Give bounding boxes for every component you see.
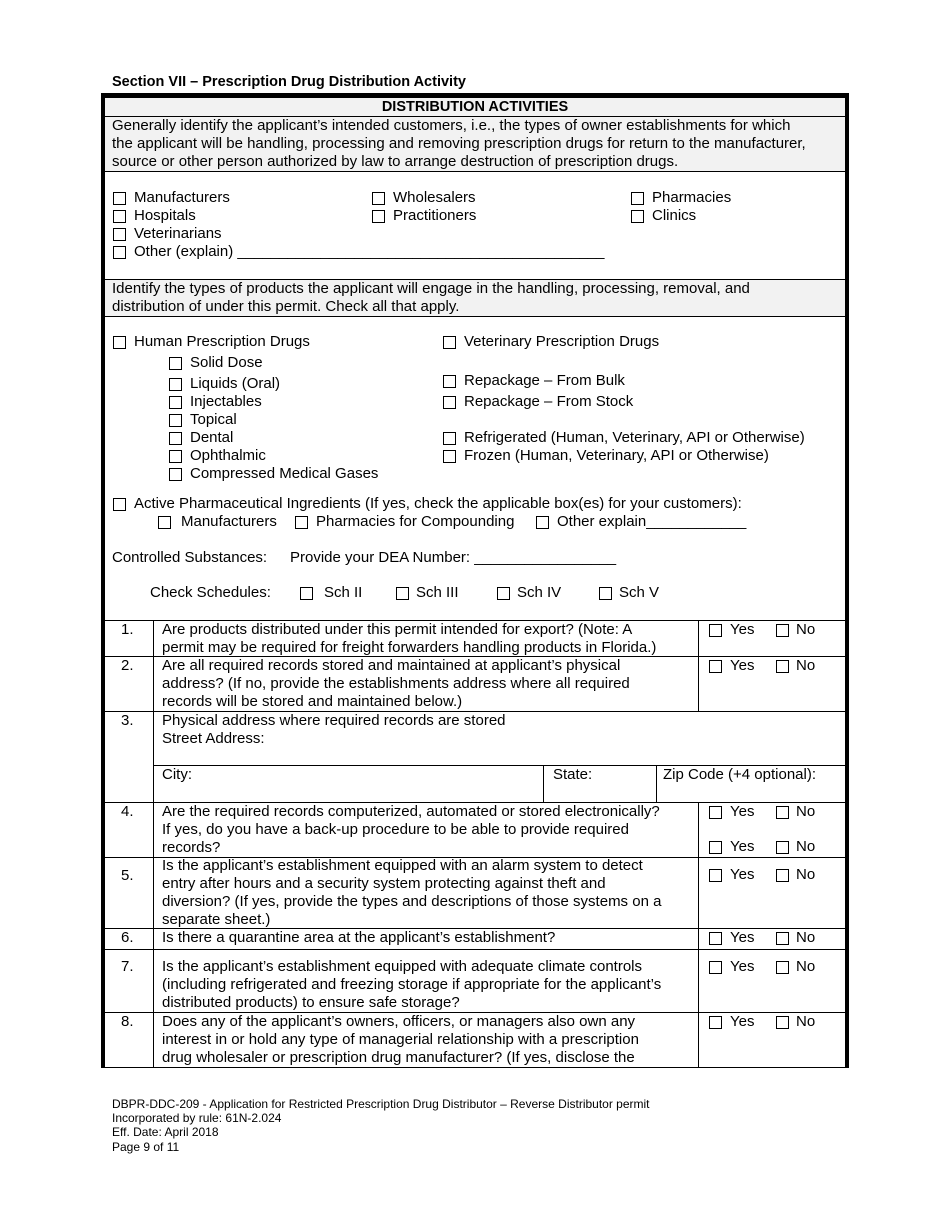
- sch5-label: Sch V: [619, 584, 660, 601]
- question-text: records will be stored and maintained below.): [162, 693, 463, 710]
- veterinary-drugs-label: Veterinary Prescription Drugs: [464, 333, 660, 350]
- question-text: (including refrigerated and freezing storage if appropriate for the applicant’s: [162, 976, 662, 993]
- state-field[interactable]: State:: [553, 766, 593, 783]
- q5-no-checkbox[interactable]: [776, 869, 789, 882]
- question-number: 7.: [121, 958, 134, 975]
- col-divider: [543, 765, 544, 802]
- question-text: entry after hours and a security system protecting against theft and: [162, 875, 606, 892]
- col-divider: [698, 802, 699, 1068]
- question-text: Are products distributed under this permit intended for export? (Note: A: [162, 621, 633, 638]
- question-text: Is the applicant’s establishment equipped with adequate climate controls: [162, 958, 643, 975]
- question-text: interest in or hold any type of managerial relationship with a prescription: [162, 1031, 639, 1048]
- api-pharmacies-label: Pharmacies for Compounding: [316, 513, 515, 530]
- api-pharmacies-checkbox[interactable]: [295, 516, 308, 529]
- question-text: Does any of the applicant’s owners, officers, or managers also own any: [162, 1013, 636, 1030]
- question-text: diversion? (If yes, provide the types and descriptions of those systems on a: [162, 893, 662, 910]
- sch2-label: Sch II: [324, 584, 363, 601]
- no-label: No: [796, 929, 816, 946]
- sch3-checkbox[interactable]: [396, 587, 409, 600]
- refrigerated-label: Refrigerated (Human, Veterinary, API or Otherwise): [464, 429, 805, 446]
- schedules-label: Check Schedules:: [150, 584, 271, 601]
- ophthalmic-label: Ophthalmic: [190, 447, 266, 464]
- clinics-checkbox[interactable]: [631, 210, 644, 223]
- sch3-label: Sch III: [416, 584, 459, 601]
- page-number: Page 9 of 11: [112, 1140, 180, 1154]
- question-text: Physical address where required records are stored: [162, 712, 506, 729]
- solid-dose-checkbox[interactable]: [169, 357, 182, 370]
- footer-effective-date: Eff. Date: April 2018: [112, 1125, 219, 1139]
- solid-dose-label: Solid Dose: [190, 354, 263, 371]
- divider: [105, 171, 845, 172]
- gases-checkbox[interactable]: [169, 468, 182, 481]
- topical-checkbox[interactable]: [169, 414, 182, 427]
- sch4-checkbox[interactable]: [497, 587, 510, 600]
- frozen-checkbox[interactable]: [443, 450, 456, 463]
- col-divider: [656, 765, 657, 802]
- yes-label: Yes: [730, 657, 755, 674]
- q6-yes-checkbox[interactable]: [709, 932, 722, 945]
- hospitals-checkbox[interactable]: [113, 210, 126, 223]
- practitioners-label: Practitioners: [393, 207, 477, 224]
- no-label: No: [796, 958, 816, 975]
- human-drugs-label: Human Prescription Drugs: [134, 333, 310, 350]
- pharmacies-checkbox[interactable]: [631, 192, 644, 205]
- liquids-label: Liquids (Oral): [190, 375, 281, 392]
- sch2-checkbox[interactable]: [300, 587, 313, 600]
- yes-label: Yes: [730, 621, 755, 638]
- ophthalmic-checkbox[interactable]: [169, 450, 182, 463]
- frozen-label: Frozen (Human, Veterinary, API or Otherwise): [464, 447, 769, 464]
- yes-label: Yes: [730, 838, 755, 855]
- street-address-label[interactable]: Street Address:: [162, 730, 265, 747]
- city-field[interactable]: City:: [162, 766, 192, 783]
- q7-no-checkbox[interactable]: [776, 961, 789, 974]
- repack-bulk-checkbox[interactable]: [443, 375, 456, 388]
- wholesalers-checkbox[interactable]: [372, 192, 385, 205]
- question-text: distributed products) to ensure safe storage?: [162, 994, 460, 1011]
- col-divider: [153, 620, 154, 1068]
- controlled-label: Controlled Substances:: [112, 549, 268, 566]
- pharmacies-label: Pharmacies: [652, 189, 732, 206]
- q8-yes-checkbox[interactable]: [709, 1016, 722, 1029]
- question-number: 1.: [121, 621, 134, 638]
- q4-yes-checkbox[interactable]: [709, 806, 722, 819]
- manufacturers-checkbox[interactable]: [113, 192, 126, 205]
- q2-yes-checkbox[interactable]: [709, 660, 722, 673]
- hospitals-label: Hospitals: [134, 207, 196, 224]
- divider: [105, 316, 845, 317]
- no-label: No: [796, 657, 816, 674]
- question-text: Are all required records stored and maintained at applicant’s physical: [162, 657, 621, 674]
- clinics-label: Clinics: [652, 207, 697, 224]
- injectables-checkbox[interactable]: [169, 396, 182, 409]
- yes-label: Yes: [730, 929, 755, 946]
- q7-yes-checkbox[interactable]: [709, 961, 722, 974]
- question-number: 5.: [121, 867, 134, 884]
- question-text: Is the applicant’s establishment equipped with an alarm system to detect: [162, 857, 643, 874]
- footer-rule: Incorporated by rule: 61N-2.024: [112, 1111, 282, 1125]
- q1-yes-checkbox[interactable]: [709, 624, 722, 637]
- col-divider: [698, 620, 699, 711]
- no-label: No: [796, 866, 816, 883]
- yes-label: Yes: [730, 1013, 755, 1030]
- question-text: records?: [162, 839, 221, 856]
- sch4-label: Sch IV: [517, 584, 562, 601]
- products-intro-line: Identify the types of products the applicant will engage in the handling, processing, removal, and: [112, 280, 750, 297]
- api-checkbox[interactable]: [113, 498, 126, 511]
- intro-line: source or other person authorized by law to arrange destruction of prescription drugs.: [112, 153, 679, 170]
- api-other-label[interactable]: Other explain____________: [557, 513, 747, 530]
- no-label: No: [796, 803, 816, 820]
- divider: [105, 1067, 845, 1068]
- question-number: 2.: [121, 657, 134, 674]
- yes-label: Yes: [730, 958, 755, 975]
- refrigerated-checkbox[interactable]: [443, 432, 456, 445]
- dental-label: Dental: [190, 429, 234, 446]
- injectables-label: Injectables: [190, 393, 262, 410]
- repack-stock-label: Repackage – From Stock: [464, 393, 634, 410]
- api-label: Active Pharmaceutical Ingredients (If yes, check the applicable box(es) for your customers):: [134, 495, 742, 512]
- veterinarians-checkbox[interactable]: [113, 228, 126, 241]
- q6-no-checkbox[interactable]: [776, 932, 789, 945]
- repack-bulk-label: Repackage – From Bulk: [464, 372, 625, 389]
- products-intro-line: distribution of under this permit. Check all that apply.: [112, 298, 460, 315]
- question-number: 6.: [121, 929, 134, 946]
- question-text: address? (If no, provide the establishments address where all required: [162, 675, 630, 692]
- other-customer-checkbox[interactable]: [113, 246, 126, 259]
- api-manufacturers-checkbox[interactable]: [158, 516, 171, 529]
- question-text: If yes, do you have a back-up procedure to be able to provide required: [162, 821, 629, 838]
- q8-no-checkbox[interactable]: [776, 1016, 789, 1029]
- sch5-checkbox[interactable]: [599, 587, 612, 600]
- veterinarians-label: Veterinarians: [134, 225, 222, 242]
- veterinary-drugs-checkbox[interactable]: [443, 336, 456, 349]
- question-number: 3.: [121, 712, 134, 729]
- wholesalers-label: Wholesalers: [393, 189, 476, 206]
- api-manufacturers-label: Manufacturers: [181, 513, 277, 530]
- distribution-activities-header: DISTRIBUTION ACTIVITIES: [381, 99, 569, 115]
- liquids-checkbox[interactable]: [169, 378, 182, 391]
- question-text: Is there a quarantine area at the applicant’s establishment?: [162, 929, 556, 946]
- yes-label: Yes: [730, 866, 755, 883]
- question-text: separate sheet.): [162, 911, 271, 928]
- no-label: No: [796, 621, 816, 638]
- q4-backup-yes-checkbox[interactable]: [709, 841, 722, 854]
- section-title: Section VII – Prescription Drug Distribution Activity: [112, 74, 466, 90]
- q4-no-checkbox[interactable]: [776, 806, 789, 819]
- other-customer-label[interactable]: Other (explain) ____________________________________________: [134, 243, 605, 260]
- repack-stock-checkbox[interactable]: [443, 396, 456, 409]
- dea-number-field[interactable]: Provide your DEA Number: _________________: [290, 549, 617, 566]
- question-text: drug wholesaler or prescription drug manufacturer? (If yes, disclose the: [162, 1049, 635, 1066]
- topical-label: Topical: [190, 411, 237, 428]
- no-label: No: [796, 1013, 816, 1030]
- human-drugs-checkbox[interactable]: [113, 336, 126, 349]
- q1-no-checkbox[interactable]: [776, 624, 789, 637]
- question-text: permit may be required for freight forwarders handling products in Florida.): [162, 639, 657, 656]
- question-number: 4.: [121, 803, 134, 820]
- q2-no-checkbox[interactable]: [776, 660, 789, 673]
- intro-line: the applicant will be handling, processing and removing prescription drugs for return to the manufacturer,: [112, 135, 806, 152]
- q5-yes-checkbox[interactable]: [709, 869, 722, 882]
- yes-label: Yes: [730, 803, 755, 820]
- question-number: 8.: [121, 1013, 134, 1030]
- question-text: Are the required records computerized, automated or stored electronically?: [162, 803, 660, 820]
- zip-field[interactable]: Zip Code (+4 optional):: [663, 766, 817, 783]
- footer-form-id: DBPR-DDC-209 - Application for Restricted Prescription Drug Distributor – Reverse Distributor permit: [112, 1097, 650, 1111]
- practitioners-checkbox[interactable]: [372, 210, 385, 223]
- divider: [105, 949, 845, 950]
- gases-label: Compressed Medical Gases: [190, 465, 379, 482]
- intro-line: Generally identify the applicant’s intended customers, i.e., the types of owner establishments for which: [112, 117, 791, 134]
- manufacturers-label: Manufacturers: [134, 189, 230, 206]
- dental-checkbox[interactable]: [169, 432, 182, 445]
- no-label: No: [796, 838, 816, 855]
- q4-backup-no-checkbox[interactable]: [776, 841, 789, 854]
- api-other-checkbox[interactable]: [536, 516, 549, 529]
